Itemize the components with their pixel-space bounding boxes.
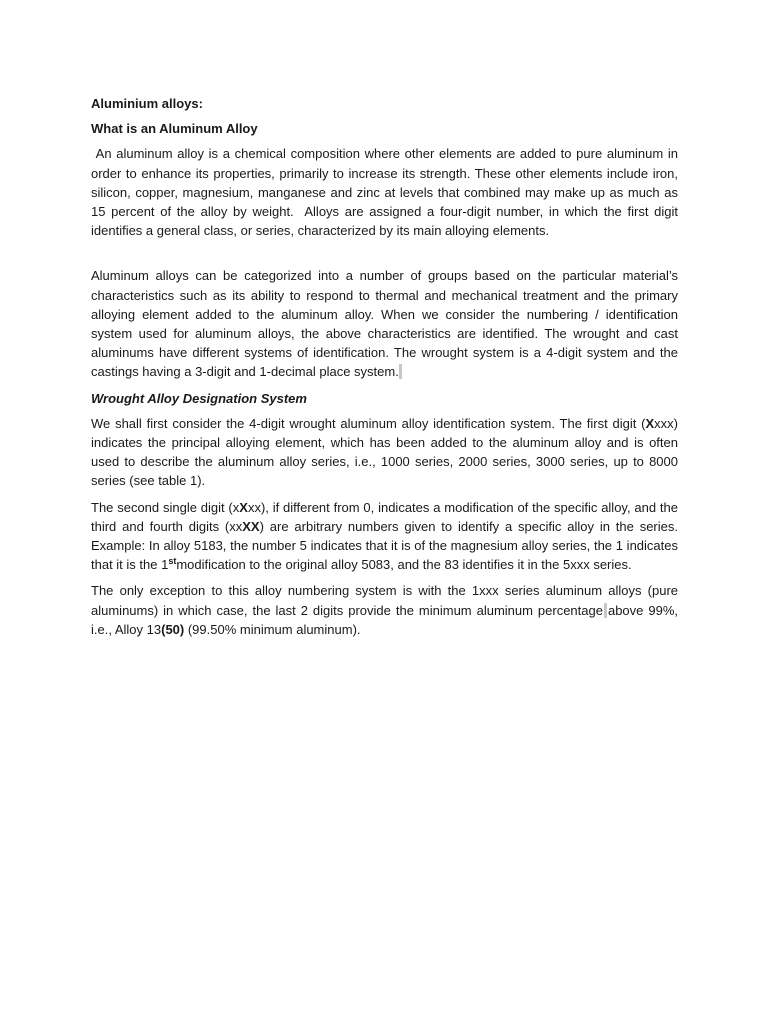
bold-digit: X bbox=[239, 499, 248, 515]
text-span: above 99%, i.e., Alloy 13 bbox=[91, 602, 678, 637]
paragraph-first-digit bbox=[91, 414, 678, 491]
paragraph-categories bbox=[91, 266, 678, 381]
text-cursor-mark bbox=[399, 364, 402, 379]
paragraph-second-digit bbox=[91, 498, 678, 575]
text-span: (99.50% minimum aluminum). bbox=[184, 621, 361, 637]
bold-percentage: (50) bbox=[161, 621, 185, 637]
paragraph-exception bbox=[91, 581, 678, 639]
section-title-what-is: What is an Aluminum Alloy bbox=[91, 121, 258, 137]
text-span: modification to the original alloy 5083, and the 83 identifies it in the 5xxx series. bbox=[176, 557, 632, 573]
bold-digits: XX bbox=[242, 518, 260, 534]
document-title: Aluminium alloys: bbox=[91, 96, 203, 111]
document-page bbox=[91, 94, 682, 646]
bold-digit: X bbox=[645, 415, 655, 431]
text-span: The second single digit (x bbox=[91, 499, 240, 515]
text-span: xx), if different from 0, indicates a modification of the specific alloy, and the third and fourth digits (xx bbox=[91, 499, 678, 534]
paragraph-categories-text: Aluminum alloys can be categorized into a number of groups based on the particular material’s characteristics such as its ability to respond to thermal and mechanical treatment and the primary alloying element added to the aluminum alloy. When we consider the numbering / identification system used for aluminum alloys, the above characteristics are identified. The wrought and cast aluminums have different systems of identification. The wrought system is a 4-digit system and the castings having a 3-digit and 1-decimal place system. bbox=[91, 268, 678, 380]
text-span: ) are arbitrary numbers given to identify a specific alloy in the series. Example: In alloy 5183, the number 5 indicates that it is of the magnesium alloy series, the 1 indicates that it is the 1 bbox=[91, 518, 678, 573]
text-span: The only exception to this alloy numbering system is with the 1xxx series aluminum alloys (pure aluminums) in which case, the last 2 digits provide the minimum aluminum percentage bbox=[91, 583, 678, 618]
text-cursor-mark bbox=[604, 603, 607, 618]
text-span: xxx) indicates the principal alloying element, which has been added to the aluminum alloy and is often used to describe the aluminum alloy series, i.e., 1000 series, 2000 series, 3000 series, up to 8000 series (see table 1). bbox=[91, 415, 678, 489]
text-span: We shall first consider the 4-digit wrought aluminum alloy identification system. The first digit ( bbox=[91, 415, 646, 431]
section-title-wrought: Wrought Alloy Designation System bbox=[91, 390, 307, 406]
superscript-ordinal: st bbox=[168, 556, 177, 567]
paragraph-definition: An aluminum alloy is a chemical composition where other elements are added to pure aluminum in order to enhance its properties, primarily to increase its strength. These other elements include iron, silicon, copper, magnesium, manganese and zinc at levels that combined may make up as much as 15 percent of the alloy by weight. Alloys are assigned a four-digit number, in which the first digit identifies a general class, or series, characterized by its main alloying elements. bbox=[91, 146, 682, 239]
